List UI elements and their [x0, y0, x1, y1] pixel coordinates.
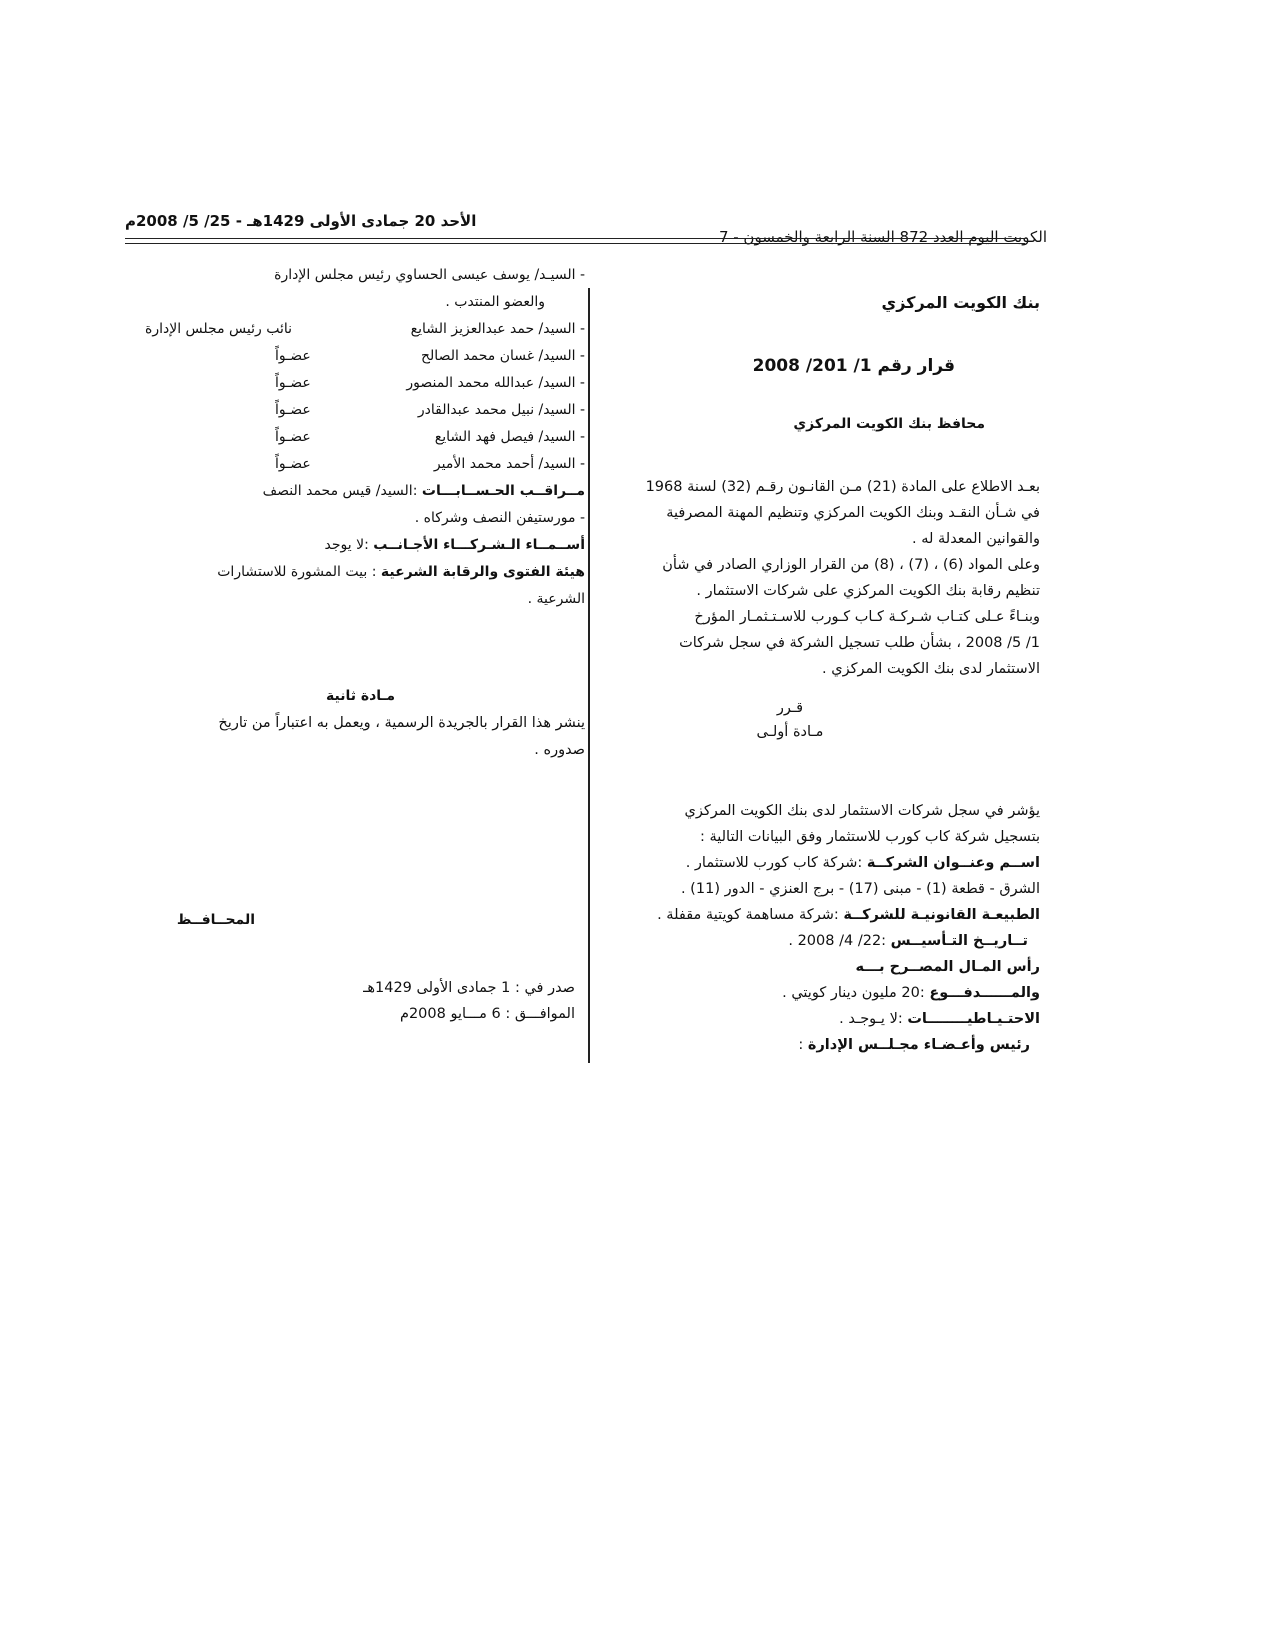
decree-number: قرار رقم 1/ 201/ 2008	[752, 356, 955, 376]
field-value: :لا يـوجـد .	[839, 1011, 903, 1027]
foreign-partners-line	[145, 532, 585, 559]
field-name-address	[610, 850, 1040, 876]
column-divider	[588, 288, 590, 1063]
member-name: - السيد/ غسان محمد الصالح	[421, 348, 585, 364]
sharia-line	[145, 559, 585, 586]
issued-hijri: صدر في : 1 جمادى الأولى 1429هـ	[363, 980, 575, 996]
auditors-firm-line	[145, 505, 585, 532]
field-label: رأس المـال المصــرح بـــه	[855, 959, 1040, 975]
preamble-line: في شـأن النقـد وبنك الكويت المركزي وتنظيم المهنة المصرفية	[666, 505, 1040, 521]
member-name: - السيد/ عبدالله محمد المنصور	[406, 375, 585, 391]
header-date: الأحد 20 جمادى الأولى 1429هـ - 25/ 5/ 2008م	[125, 212, 477, 230]
member-line	[145, 262, 585, 289]
preamble	[610, 474, 1040, 682]
sharia-cont-line	[145, 586, 585, 613]
member-line	[145, 316, 585, 343]
field-reserves	[610, 1006, 1040, 1032]
member-line	[145, 451, 585, 478]
member-role: عضـواً	[275, 429, 311, 445]
field-label: والمــــــدفـــوع	[929, 985, 1040, 1001]
governor-title: محافظ بنك الكويت المركزي	[793, 416, 985, 432]
member-role: عضـواً	[275, 402, 311, 418]
auditors-label: مــراقــب الحـســابـــات	[421, 483, 585, 499]
member-line	[145, 289, 585, 316]
board-members	[145, 262, 585, 613]
field-authorized-capital	[610, 954, 1040, 980]
sharia-value-cont: الشرعية .	[527, 591, 585, 607]
field-value: :شركة مساهمة كويتية مقفلة .	[657, 907, 839, 923]
header-rule-top	[125, 238, 1025, 239]
preamble-line: تنظيم رقابة بنك الكويت المركزي على شركات الاستثمار .	[696, 583, 1040, 599]
member-name: - السيد/ أحمد محمد الأمير	[433, 456, 585, 472]
member-line	[145, 424, 585, 451]
field-value: :22/ 4/ 2008 .	[788, 933, 887, 949]
preamble-line: الاستثمار لدى بنك الكويت المركزي .	[822, 661, 1040, 677]
member-name: والعضو المنتدب .	[445, 294, 545, 310]
field-value: :20 مليون دينار كويتي .	[782, 985, 925, 1001]
member-role: عضـواً	[275, 348, 311, 364]
auditors-value: :السيد/ قيس محمد النصف	[262, 483, 418, 499]
member-role: عضـواً	[275, 375, 311, 391]
member-name: - السيد/ نبيل محمد عبدالقادر	[417, 402, 585, 418]
foreign-partners-value: :لا يوجد	[324, 537, 369, 553]
field-value: الشرق - قطعة (1) - مبنى (17) - برج العنزي - الدور (11) .	[680, 881, 1040, 897]
member-role: عضـواً	[275, 456, 311, 472]
field-label: الاحتـيـاطيــــــــات	[907, 1011, 1040, 1027]
field-label: تــاريــخ التـأسيــس	[890, 933, 1028, 949]
governor-signature: المحــافــظ	[176, 912, 255, 928]
field-label: اســم وعنــوان الشركــة	[866, 855, 1040, 871]
field-address-line	[610, 876, 1040, 902]
field-label: الطبيعـة القانونيـة للشركــة	[843, 907, 1040, 923]
article1-line: يؤشر في سجل شركات الاستثمار لدى بنك الكويت المركزي	[684, 803, 1040, 819]
header-issue: الكويت اليوم العدد 872 السنة الرابعة والخمسون - 7	[718, 228, 1047, 246]
member-line	[145, 397, 585, 424]
article1-title: مـادة أولـى	[756, 724, 824, 740]
issued-dates	[363, 975, 575, 1027]
company-fields	[610, 850, 1040, 1058]
field-paid-capital	[610, 980, 1040, 1006]
article1-body	[610, 798, 1040, 850]
sharia-label: هيئة الفتوى والرقابة الشرعية	[380, 564, 585, 580]
preamble-line: وبنـاءً عـلى كتـاب شـركـة كـاب كـورب للاسـتـثمـار المؤرخ	[694, 609, 1040, 625]
member-line	[145, 343, 585, 370]
member-line	[145, 370, 585, 397]
field-value: :	[798, 1037, 804, 1053]
article2-title: مـادة ثانية	[325, 688, 395, 704]
preamble-line: وعلى المواد (6) ، (7) ، (8) من القرار الوزاري الصادر في شأن	[662, 557, 1040, 573]
decided: قـرر	[776, 700, 804, 716]
auditors-line	[145, 478, 585, 505]
auditors-firm: - مورستيفن النصف وشركاه .	[414, 510, 585, 526]
field-value: :شركة كاب كورب للاستثمار .	[685, 855, 863, 871]
article2-line: ينشر هذا القرار بالجريدة الرسمية ، ويعمل به اعتباراً من تاريخ	[218, 715, 585, 731]
field-board	[610, 1032, 1040, 1058]
bank-title: بنك الكويت المركزي	[881, 293, 1040, 312]
member-name: - السيـد/ يوسف عيسى الحساوي رئيس مجلس الإدارة	[274, 267, 585, 283]
preamble-line: والقوانين المعدلة له .	[911, 531, 1040, 547]
article2-line: صدوره .	[534, 742, 585, 758]
field-label: رئيس وأعـضـاء مجـلــس الإدارة	[807, 1037, 1030, 1053]
foreign-partners-label: أســمــاء الـشـركـــاء الأجـانــب	[373, 537, 585, 553]
sharia-value: : بيت المشورة للاستشارات	[217, 564, 377, 580]
field-founding-date	[610, 928, 1040, 954]
preamble-line: 1/ 5/ 2008 ، بشأن طلب تسجيل الشركة في سجل شركات	[679, 635, 1040, 651]
member-name: - السيد/ حمد عبدالعزيز الشايع	[410, 321, 585, 337]
member-role: نائب رئيس مجلس الإدارة	[145, 321, 292, 337]
article1-line: بتسجيل شركة كاب كورب للاستثمار وفق البيانات التالية :	[700, 829, 1040, 845]
article2-body	[145, 710, 585, 764]
member-name: - السيد/ فيصل فهد الشايع	[434, 429, 585, 445]
issued-gregorian: الموافـــق : 6 مـــايو 2008م	[399, 1006, 575, 1022]
preamble-line: بعـد الاطلاع على المادة (21) مـن القانـون رقـم (32) لسنة 1968	[645, 479, 1040, 495]
field-legal-nature	[610, 902, 1040, 928]
header-rule-bottom	[125, 243, 1025, 244]
